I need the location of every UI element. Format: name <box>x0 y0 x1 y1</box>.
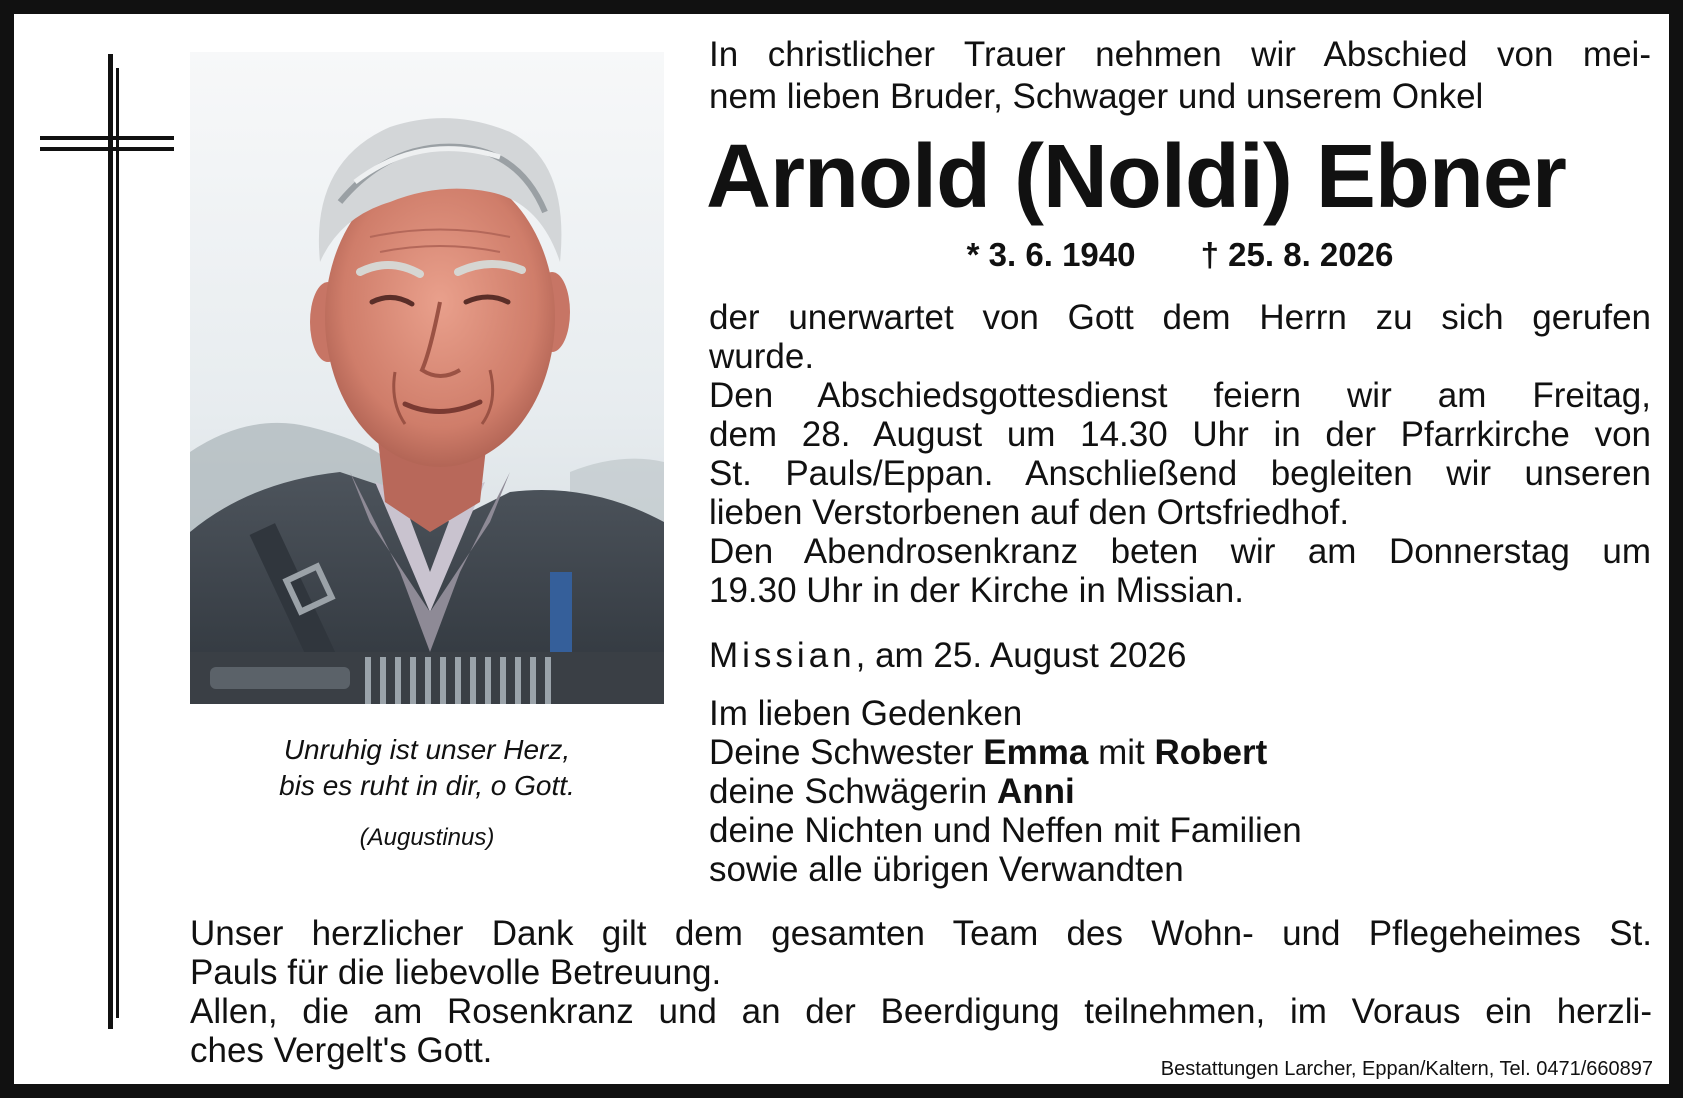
body-line: der unerwartet von Gott dem Herrn zu sich gerufen <box>709 298 1651 337</box>
thanks-line: ches Vergelt's Gott. <box>190 1031 493 1070</box>
quote-line: Unruhig ist unser Herz, <box>283 734 571 765</box>
mourners-text: mit <box>1088 733 1155 772</box>
mourners-line <box>709 772 1651 811</box>
body-line: Den Abendrosenkranz beten wir am Donnerstag um <box>709 532 1651 571</box>
deceased-name: Arnold (Noldi) Ebner <box>706 127 1566 227</box>
portrait-photo <box>190 52 664 704</box>
mourner-name: Robert <box>1154 733 1268 772</box>
mourner-name: Emma <box>983 733 1089 772</box>
cross-horizontal-bar <box>40 136 174 140</box>
cross-vertical-bar <box>108 54 113 1029</box>
announcement-text <box>709 298 1651 610</box>
place-date <box>709 636 1186 676</box>
life-dates <box>709 236 1651 274</box>
obituary-notice <box>14 14 1669 1084</box>
funeral-home-contact: Bestattungen Larcher, Eppan/Kaltern, Tel. 0471/660897 <box>1160 1058 1653 1080</box>
mourners-line: sowie alle übrigen Verwandten <box>709 850 1184 889</box>
cross-horizontal-bar <box>40 147 174 151</box>
thanks-line: Unser herzlicher Dank gilt dem gesamten Team des Wohn- und Pflegeheimes St. <box>190 914 1652 953</box>
death-date: † 25. 8. 2026 <box>1200 236 1394 273</box>
body-line: wurde. <box>709 337 815 376</box>
mourners-line: Im lieben Gedenken <box>709 694 1023 733</box>
thanks-line: Pauls für die liebevolle Betreuung. <box>190 953 722 992</box>
mourner-name: Anni <box>996 772 1075 811</box>
place-date-text: , am 25. August 2026 <box>855 636 1187 675</box>
quote-line: bis es ruht in dir, o Gott. <box>279 770 575 801</box>
thanks-line: Allen, die am Rosenkranz und an der Beerdigung teilnehmen, im Voraus ein herzli- <box>190 992 1652 1031</box>
body-line: lieben Verstorbenen auf den Ortsfriedhof. <box>709 493 1350 532</box>
intro-line: In christlicher Trauer nehmen wir Abschied von mei- <box>709 35 1651 74</box>
quote-author: (Augustinus) <box>359 824 495 851</box>
mourners-text: deine Schwägerin <box>709 772 997 811</box>
body-line: Den Abschiedsgottesdienst feiern wir am Freitag, <box>709 376 1651 415</box>
mourners-line <box>709 733 1651 772</box>
mourners-text: Deine Schwester <box>709 733 984 772</box>
quote <box>190 732 664 804</box>
body-line: dem 28. August um 14.30 Uhr in der Pfarrkirche von <box>709 415 1651 454</box>
place-town: Missian <box>709 636 856 675</box>
body-line: 19.30 Uhr in der Kirche in Missian. <box>709 571 1244 610</box>
intro-text <box>709 34 1651 118</box>
body-line: St. Pauls/Eppan. Anschließend begleiten wir unseren <box>709 454 1651 493</box>
cross-vertical-bar-inner <box>116 68 119 1018</box>
mourners <box>709 694 1651 889</box>
thanks-text <box>190 914 1652 1070</box>
birth-date: * 3. 6. 1940 <box>966 236 1136 273</box>
intro-line: nem lieben Bruder, Schwager und unserem Onkel <box>709 77 1484 116</box>
mourners-line: deine Nichten und Neffen mit Familien <box>709 811 1302 850</box>
